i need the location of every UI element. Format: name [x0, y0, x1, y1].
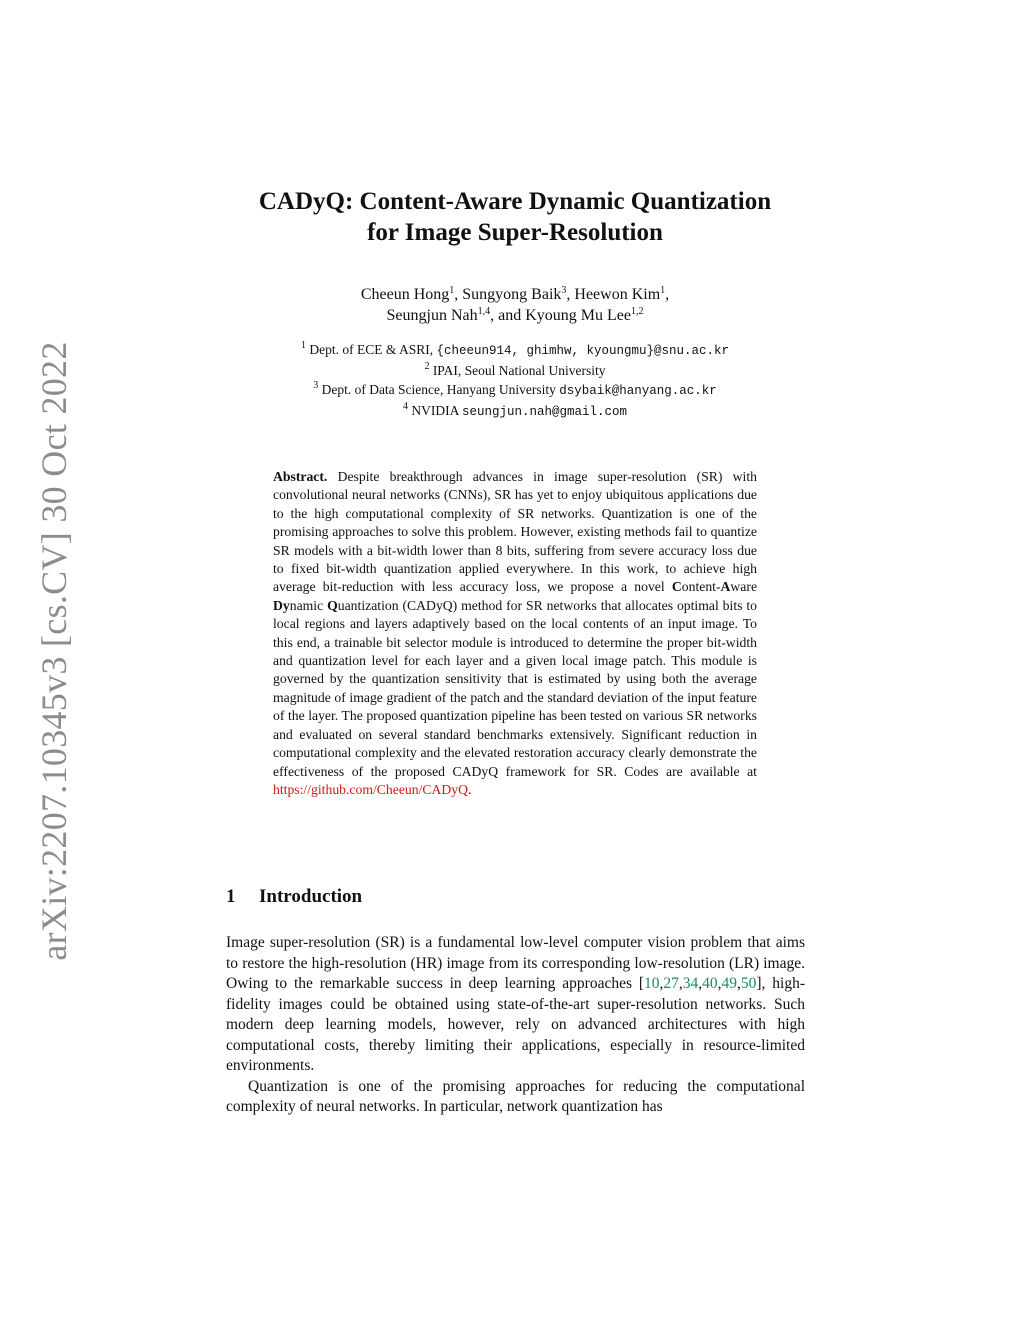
citation-link[interactable]: 34 — [682, 975, 699, 992]
citation-link[interactable]: 49 — [721, 975, 737, 992]
abstract — [273, 468, 757, 799]
code-repository-link[interactable]: https://github.com/Cheeun/CADyQ — [273, 781, 469, 797]
affiliation-number: 4 — [402, 401, 408, 412]
section-number: 1 — [226, 886, 236, 907]
paper-title-line-2: for Image Super-Resolution — [367, 219, 663, 246]
abstract-end-punctuation: . — [468, 781, 472, 797]
author-name: Kyoung Mu Lee — [525, 307, 631, 324]
author-conjunction: and — [498, 307, 522, 324]
affiliation-number: 2 — [424, 361, 430, 372]
affiliation-line — [230, 361, 800, 380]
author-line-2: Seungjun Nah$^{1,4}$, and Kyoung Mu Lee$^{1,2}$ — [386, 306, 644, 324]
method-name-part: ware — [730, 579, 758, 595]
affiliation-line — [230, 401, 800, 422]
abstract-text-part-1: Despite breakthrough advances in image super-resolution (SR) with convolutional neural networks (CNNs), SR has yet to enjoy ubiquitous applications due to the high computational complexity of SR networks. Quantization is one of the promising approaches to solve this problem. However, existing methods fail to quantize SR models with a bit-width lower than 8 bits, suffering from severe accuracy loss due to fixed bit-width quantization applied everywhere. In this work, to achieve high average bit-reduction with less accuracy loss, we propose a novel — [273, 469, 757, 595]
affiliation-text: IPAI, Seoul National University — [432, 363, 606, 378]
author-name: Cheeun Hong — [360, 286, 450, 303]
author-line-1: Cheeun Hong$^1$, Sungyong Baik$^3$, Heewon Kim$^1$, — [360, 285, 670, 303]
citation-link[interactable]: 10 — [644, 975, 660, 992]
author-affiliation-marker: 1 — [660, 285, 666, 296]
author-affiliation-marker: 1 — [449, 285, 455, 296]
method-initial: C — [671, 579, 682, 595]
intro-paragraph-1: Image super-resolution (SR) is a fundamental low-level computer vision problem that aims to restore the high-resolution (HR) image from its corresponding low-resolution (LR) image. Owing to the remarkable success in deep learning approaches [10,27,34,40,49,50], high-fidelity images could be obtained using state-of-the-art super-resolution networks. Such modern deep learning models, however, rely on advanced architectures with high computational costs, thereby limiting their applications, especially in resource-limited environments. — [226, 934, 805, 1074]
affiliation-list — [230, 340, 800, 422]
section-title: Introduction — [259, 886, 363, 907]
paper-title — [200, 186, 830, 248]
author-affiliation-marker: 1,2 — [630, 306, 644, 317]
author-name: Heewon Kim — [574, 286, 661, 303]
section-heading-introduction — [226, 886, 362, 908]
paragraph-text: ], high-fidelity images could be obtained using state-of-the-art super-resolution networks. Such modern deep learning models, however, rely on advanced architectures with high computational costs, thereby limiting their applications, especially in resource-limited environments. — [226, 975, 805, 1074]
citation-link[interactable]: 40 — [702, 975, 718, 992]
author-name: Sungyong Baik — [462, 286, 562, 303]
abstract-text-part-2: (CADyQ) method for SR networks that allocates optimal bits to local regions and layers adaptively based on the local contents of an input image. To this end, a trainable bit selector module is introduced to determine the proper bit-width and quantization level for each layer and a given local image patch. This module is governed by the quantization sensitivity that is estimated by using both the average magnitude of image gradient of the patch and the standard deviation of the input feature of the layer. The proposed quantization pipeline has been tested on various SR networks and evaluated on several standard benchmarks extensively. Significant reduction in computational complexity and the elevated restoration accuracy clearly demonstrate the effectiveness of the proposed CADyQ framework for SR. Codes are available at — [273, 597, 758, 779]
affiliation-line — [230, 340, 800, 361]
author-affiliation-marker: 1,4 — [477, 306, 491, 317]
author-name: Seungjun Nah — [386, 307, 478, 324]
affiliation-text: Dept. of ECE & ASRI, — [309, 342, 437, 357]
introduction-body — [226, 933, 805, 1118]
citation-link[interactable]: 50 — [740, 975, 757, 992]
author-affiliation-marker: 3 — [561, 285, 567, 296]
method-name-part: namic — [289, 597, 328, 613]
affiliation-text: NVIDIA — [411, 403, 462, 418]
affiliation-email: seungjun.nah@gmail.com — [461, 405, 628, 419]
method-initial: Q — [327, 597, 338, 613]
affiliation-number: 1 — [300, 340, 306, 351]
arxiv-identifier-stamp: arXiv:2207.10345v3 [cs.CV] 30 Oct 2022 — [34, 341, 74, 961]
affiliation-email: {cheeun914, ghimhw, kyoungmu}@snu.ac.kr — [436, 344, 730, 358]
paragraph-text: Image super-resolution (SR) is a fundamental low-level computer vision problem that aims to restore the high-resolution (HR) image from its corresponding low-resolution (LR) image. Owing to the remarkable success in deep learning approaches [ — [226, 934, 805, 992]
intro-paragraph-2: Quantization is one of the promising approaches for reducing the computational complexity of neural networks. In particular, network quantization has — [226, 1077, 805, 1115]
paper-title-line-1: CADyQ: Content-Aware Dynamic Quantization — [258, 188, 772, 215]
method-initial: Dy — [273, 597, 290, 613]
method-name-part: ontent- — [681, 579, 721, 595]
affiliation-email: dsybaik@hanyang.ac.kr — [559, 384, 717, 398]
method-name-part: uantization — [337, 597, 399, 613]
method-initial: A — [720, 579, 731, 595]
affiliation-text: Dept. of Data Science, Hanyang University — [321, 382, 560, 397]
author-list — [230, 284, 800, 326]
affiliation-number: 3 — [313, 380, 319, 391]
abstract-label: Abstract. — [273, 469, 328, 484]
affiliation-line — [230, 380, 800, 401]
citation-link[interactable]: 27 — [663, 975, 679, 992]
